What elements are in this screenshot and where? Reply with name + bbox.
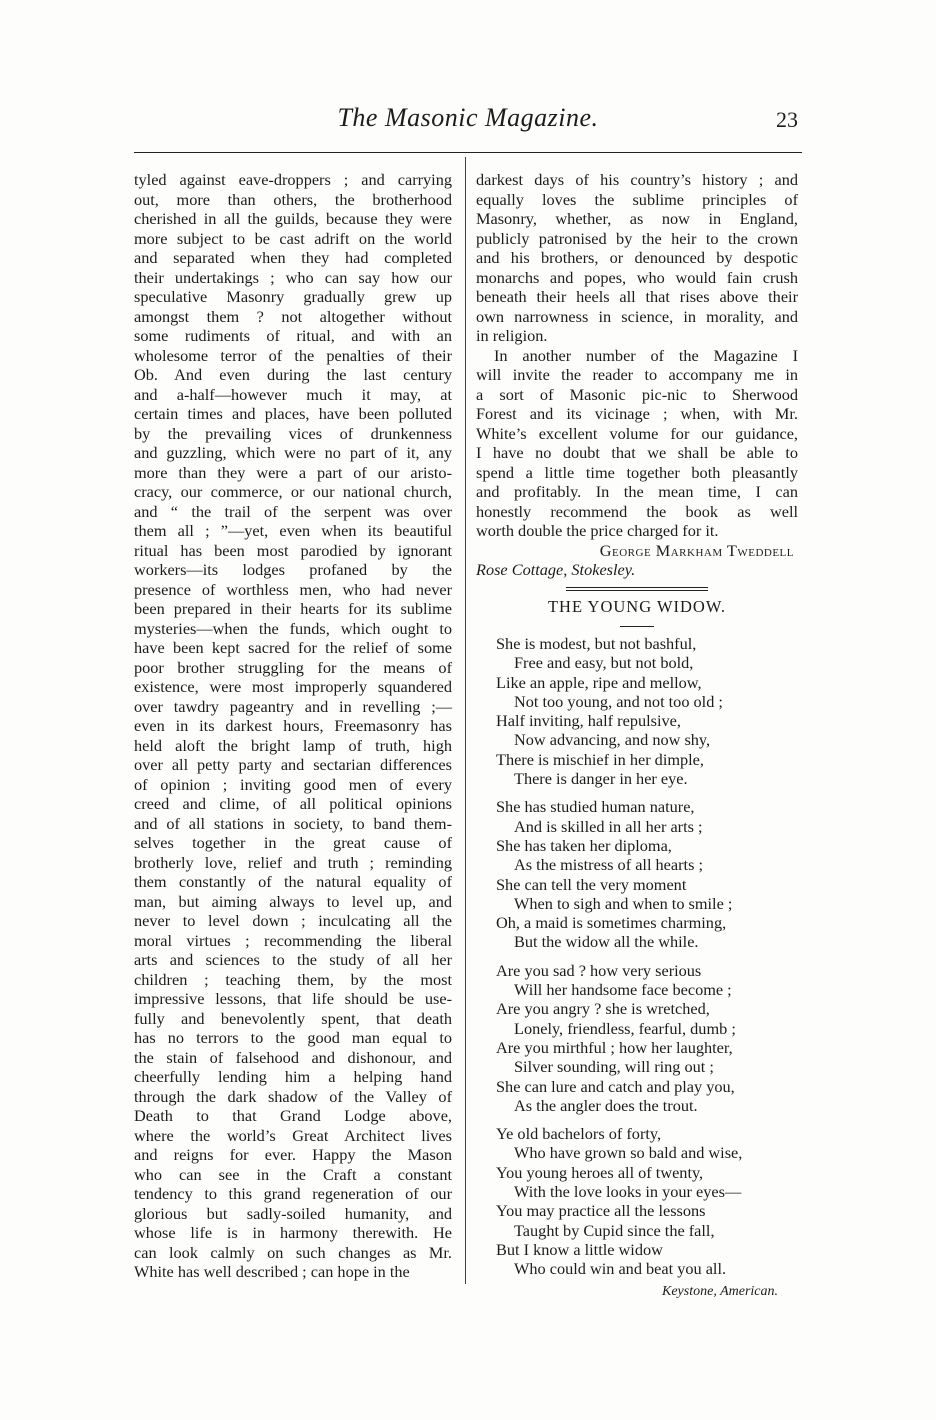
text-line: can look calmly on such changes as Mr. <box>134 1242 452 1262</box>
text-line: creed and clime, of all political opinions <box>134 794 452 813</box>
text-line: and a-half—however much it may, at <box>134 384 452 404</box>
text-line: White’s excellent volume for our guidance, <box>476 423 798 443</box>
text-line: by the prevailing vices of drunkenness <box>134 423 452 443</box>
poem-line: Oh, a maid is sometimes charming, <box>496 913 727 933</box>
text-line: wholesome terror of the penalties of their <box>134 345 452 365</box>
text-line: whose life is in harmony therewith. He <box>134 1223 452 1242</box>
text-line: has no terrors to the good man equal to <box>134 1028 452 1047</box>
text-line: amongst them ? not altogether without <box>134 306 452 326</box>
poem-line: Are you sad ? how very serious <box>496 960 702 980</box>
poem-stanza <box>476 961 798 1115</box>
poem-line: She can tell the very moment <box>496 874 687 894</box>
text-line: beneath their heels all that rises above their <box>476 287 798 306</box>
text-line: more subject to be cast adrift on the world <box>134 228 452 248</box>
poem-line: Now advancing, and now shy, <box>514 730 711 750</box>
text-line: more than they were a part of our aristo- <box>134 462 452 482</box>
right-column <box>476 170 798 1301</box>
poem-line: Silver sounding, will ring out ; <box>514 1057 714 1077</box>
poem-line: Will her handsome face become ; <box>514 980 732 1000</box>
text-line: equally loves the sublime principles of <box>476 189 798 209</box>
text-line: darkest days of his country’s history ; and <box>476 170 798 189</box>
text-line: spend a little time together both pleasantly <box>476 462 798 482</box>
text-line: certain times and places, have been polluted <box>134 404 452 423</box>
poem-line: She is modest, but not bashful, <box>496 634 697 653</box>
text-line: been prepared in their hearts for its sublime <box>134 599 452 618</box>
poem-line: But the widow all the while. <box>514 932 699 952</box>
poem-line: When to sigh and when to smile ; <box>514 893 733 913</box>
poem-line: Ye old bachelors of forty, <box>496 1124 662 1144</box>
text-line: publicly patronised by the heir to the crown <box>476 228 798 248</box>
text-line: them constantly of the natural equality of <box>134 872 452 891</box>
text-line: cherished in all the guilds, because they were <box>134 209 452 228</box>
text-line: have been kept sacred for the relief of some <box>134 638 452 657</box>
text-line: children ; teaching them, by the most <box>134 969 452 989</box>
text-line: will invite the reader to accompany me in <box>476 365 798 384</box>
author-signature: George Markham Tweddell <box>599 540 794 560</box>
text-line: where the world’s Great Architect lives <box>134 1125 452 1145</box>
text-line: impressive lessons, that life should be use- <box>134 989 452 1008</box>
text-line: existence, were most improperly squandered <box>134 677 452 696</box>
text-line: never to level down ; inculcating all the <box>134 911 452 930</box>
text-line: brotherly love, relief and truth ; reminding <box>134 852 452 872</box>
text-line: cheerfully lending him a helping hand <box>134 1067 452 1086</box>
text-line: I have no doubt that we shall be able to <box>476 443 798 462</box>
text-line: glorious but sadly-soiled humanity, and <box>134 1203 452 1223</box>
poem-line: Like an apple, ripe and mellow, <box>496 672 702 692</box>
text-line: mysteries—when the funds, which ought to <box>134 618 452 638</box>
poem-body <box>476 634 798 1279</box>
poem-line: And is skilled in all her arts ; <box>514 816 703 836</box>
text-line: them all ; ”—yet, even when its beautiful <box>134 521 452 540</box>
poem-attribution: Keystone, American. <box>662 1283 778 1299</box>
poem-line: Half inviting, half repulsive, <box>496 711 681 731</box>
text-line: In another number of the Magazine I <box>494 345 798 365</box>
poem-line: As the angler does the trout. <box>514 1095 698 1115</box>
paragraph-another-number <box>476 346 798 541</box>
poem-stanza <box>476 634 798 788</box>
poem-line: Free and easy, but not bold, <box>514 653 694 673</box>
text-line: speculative Masonry gradually grew up <box>134 287 452 306</box>
poem-title: THE YOUNG WIDOW. <box>547 596 727 616</box>
poem-line: She has taken her diploma, <box>496 835 672 855</box>
poem-line: As the mistress of all hearts ; <box>514 855 704 875</box>
poem-line: There is danger in her eye. <box>514 769 688 789</box>
text-line: ritual has been most parodied by ignorant <box>134 540 452 560</box>
text-line: moral virtues ; recommending the liberal <box>134 930 452 950</box>
poem-line: You young heroes all of twenty, <box>496 1162 704 1182</box>
text-line: tyled against eave-droppers ; and carrying <box>134 170 452 189</box>
text-line: even in its darkest hours, Freemasonry has <box>134 716 452 735</box>
poem-line: Lonely, friendless, fearful, dumb ; <box>514 1018 736 1038</box>
poem-title-rule <box>620 626 654 627</box>
text-line: and “ the trail of the serpent was over <box>134 501 452 521</box>
text-line: fully and benevolently spent, that death <box>134 1008 452 1028</box>
text-line: and his brothers, or denounced by despotic <box>476 248 798 267</box>
text-line: some rudiments of ritual, and with an <box>134 326 452 345</box>
text-line: over tawdry pageantry and in revelling ;— <box>134 696 452 716</box>
page-number: 23 <box>776 107 798 132</box>
text-line: Ob. And even during the last century <box>134 365 452 384</box>
text-line: their undertakings ; who can say how our <box>134 267 452 287</box>
text-line: and profitably. In the mean time, I can <box>476 482 798 501</box>
text-line: a sort of Masonic pic-nic to Sherwood <box>476 384 798 404</box>
text-line: arts and sciences to the study of all her <box>134 950 452 969</box>
paragraph-darkest-days <box>476 170 798 346</box>
header-rule <box>134 152 802 153</box>
poem-line: She can lure and catch and play you, <box>496 1076 735 1096</box>
text-line: Forest and its vicinage ; when, with Mr. <box>476 404 798 423</box>
text-line: Masonry, whether, as now in England, <box>476 209 798 228</box>
text-line: honestly recommend the book as well <box>476 501 798 521</box>
magazine-title: The Masonic Magazine. <box>337 103 599 132</box>
poem-line: Who could win and beat you all. <box>514 1259 727 1279</box>
text-line: and guzzling, which were no part of it, any <box>134 443 452 462</box>
author-address: Rose Cottage, Stokesley. <box>476 560 636 579</box>
poem-line: Are you mirthful ; how her laughter, <box>496 1037 733 1057</box>
text-line: man, but aiming always to level up, and <box>134 891 452 911</box>
poem-line: You may practice all the lessons <box>496 1201 706 1221</box>
poem-line: Taught by Cupid since the fall, <box>514 1220 715 1240</box>
text-line: over all petty party and sectarian differences <box>134 755 452 774</box>
poem-line: Not too young, and not too old ; <box>514 691 723 711</box>
text-line: cracy, our commerce, or our national church, <box>134 482 452 501</box>
poem-line: She has studied human nature, <box>496 797 695 817</box>
text-line: held aloft the bright lamp of truth, high <box>134 735 452 755</box>
text-line: who can see in the Craft a constant <box>134 1164 452 1184</box>
text-line: own narrowness in science, in morality, and <box>476 306 798 326</box>
text-line: worth double the price charged for it. <box>476 521 719 540</box>
text-line: selves together in the great cause of <box>134 833 452 852</box>
section-double-rule <box>566 587 708 591</box>
left-column-text <box>134 170 452 1282</box>
text-line: presence of worthless men, who had never <box>134 579 452 599</box>
poem-stanza <box>476 1124 798 1278</box>
text-line: White has well described ; can hope in the <box>134 1262 410 1281</box>
text-line: in religion. <box>476 326 548 345</box>
text-line: of opinion ; inviting good men of every <box>134 774 452 794</box>
text-line: and separated when they had completed <box>134 248 452 267</box>
poem-line: But I know a little widow <box>496 1239 663 1259</box>
text-line: Death to that Grand Lodge above, <box>134 1106 452 1125</box>
text-line: out, more than others, the brotherhood <box>134 189 452 209</box>
poem-line: Who have grown so bald and wise, <box>514 1143 743 1163</box>
text-line: and reigns for ever. Happy the Mason <box>134 1145 452 1164</box>
poem-line: Are you angry ? she is wretched, <box>496 999 710 1019</box>
text-line: the stain of falsehood and dishonour, and <box>134 1047 452 1067</box>
poem-line: With the love looks in your eyes— <box>514 1182 742 1202</box>
poem-line: There is mischief in her dimple, <box>496 749 704 769</box>
text-line: and of all stations in society, to band them- <box>134 813 452 833</box>
text-line: tendency to this grand regeneration of our <box>134 1184 452 1203</box>
text-line: through the dark shadow of the Valley of <box>134 1086 452 1106</box>
text-line: poor brother struggling for the means of <box>134 657 452 677</box>
text-line: workers—its lodges profaned by the <box>134 560 452 579</box>
text-line: monarchs and popes, who would fain crush <box>476 267 798 287</box>
column-divider <box>465 157 466 1284</box>
poem-stanza <box>476 797 798 951</box>
